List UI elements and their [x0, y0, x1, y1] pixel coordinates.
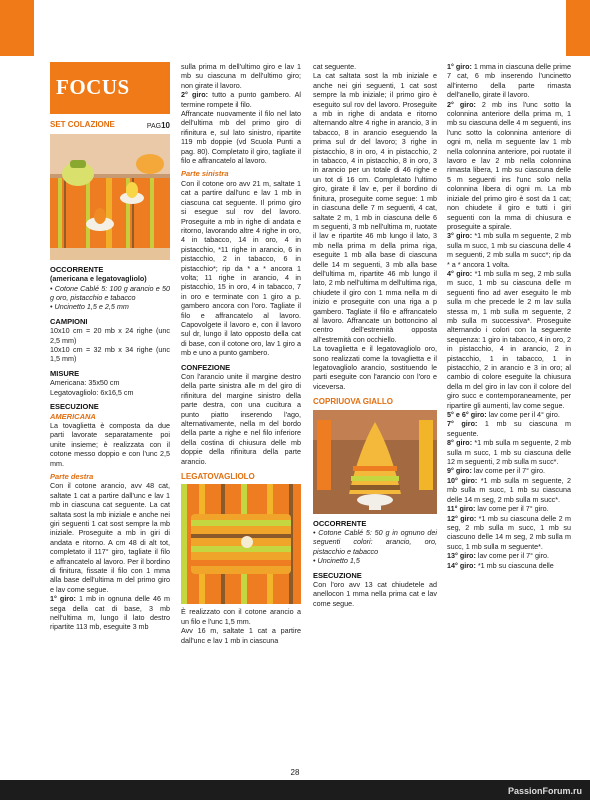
americana-text: La tovaglietta è composta da due parti lavorate separatamente poi unite insieme; è realizzata con il cotone messo doppio e con l'unc 2,5 mm. — [50, 420, 170, 468]
legato-text-2: Avv 16 m, saltate 1 cat a partire dall'unc e lav 1 mb in ciascuna — [181, 626, 301, 645]
campione-item: 10x10 cm = 20 mb x 24 righe (unc 2,5 mm) — [50, 326, 170, 345]
occorrente-item: • Cotone Cablé 5: 50 g in ognuno dei seguenti colori: arancio, oro, pistacchio e tabacco — [313, 528, 437, 556]
giro-13: 13° giro: lav come per il 7° giro. — [447, 551, 550, 561]
placemat-photo — [50, 134, 170, 260]
giro-8: 8° giro: *1 mb sulla m seguente, 2 mb sulla m succ, 1 mb su ciascuna delle 12 m seguenti, 2 mb sulla m succ*. — [447, 438, 571, 467]
paragraph: cat seguente. — [313, 62, 357, 71]
legatovagliolo-heading: LEGATOVAGLIOLO — [181, 472, 255, 482]
page-number: 28 — [290, 768, 300, 777]
confezione-heading: CONFEZIONE — [181, 362, 231, 372]
giro-10: 10° giro: *1 mb sulla m seguente, 2 mb sulla m succ, 1 mb su ciascuna delle 14 m seg, 2 mb sulla m succ*. — [447, 475, 571, 504]
parte-sinistra-text: Con il cotone oro avv 21 m, saltate 1 cat a partire dall'unc e lav 1 mb in ciascuna cat seguente. Il primo giro si esegue sul rov del lavoro. Proseguite a mb in righe di andata e ritorno, lavorando altre 4 righe in oro, 4 in tabacco, 14 in oro, 4 in pistacchio, *11 righe in arancio, 6 in pistacchio, 2 in tabacco, 6 in pistacchio*; rip da * a * ancora 1 volta; 11 righe in arancio, 4 in pistacchio, 15 in oro, 4 in tabacco, 7 in oro e terminate con 1 giro a p. gambero ancora con l'oro. Tagliate il filo e affrancatelo al lavoro. Capovolgete il lavoro e, con il lavoro sul dr, lungo il lato opposto della cat di base, con il cotone oro, lav 1 giro a mb e uno a punto gambero. — [181, 178, 301, 358]
occorrente-item: • Uncinetto 1,5 e 2,5 mm — [50, 302, 129, 312]
giro-9: 9° giro: lav come per il 7° giro. — [447, 466, 546, 476]
confezione-text: Con l'arancio unite il margine destro della parte sinistra alle m del giro di rifinitura del margine sinistro della parte destra, con una cucitura a punto piatto inserendo l'ago, alternativamente, nella m del bordo della parte a righe e nel filo inferiore della costina di chiusura delle mb doppie della rifinitura della parte arancio. — [181, 372, 301, 466]
copriuova-heading: COPRIUOVA GIALLO — [313, 397, 393, 407]
giro-1: 1° giro: 1 mb in ognuna delle 46 m sega della cat di base, 3 mb nell'ultima m, lungo il lato destro ripartite 113 mb, eseguite 3 mb — [50, 594, 170, 632]
watermark-text[interactable]: PassionForum.ru — [507, 786, 582, 796]
occorrente-heading: OCCORRENTE — [313, 518, 367, 528]
article-title: SET COLAZIONE — [50, 120, 115, 129]
giro-7: 7° giro: 1 mb su ciascuna m seguente. — [447, 419, 571, 438]
occorrente-heading: OCCORRENTE — [50, 264, 104, 274]
paragraph: sulla prima m dell'ultimo giro e lav 1 mb su ciascuna m dell'ultimo giro; non girate il lavoro. — [181, 62, 301, 90]
campione-item: 10x10 cm = 32 mb x 34 righe (unc 1,5 mm) — [50, 345, 170, 364]
focus-banner — [50, 62, 170, 114]
column-4 — [447, 62, 571, 570]
paragraph: La cat saltata sost la mb iniziale e anche nei giri seguenti, 1 cat sost sempre la mb iniziale; il primo giro è eseguito sul rov del lavoro. Proseguite a mb in righe di andata e ritorno alternando altre 4 righe in arancio, 3 in tabacco, 8 in arancio eseguendo la prima sul dr del lavoro; 3 righe in pistacchio, 8 in oro, 4 in pistacchio, 2 in tabacco, 4 in pistacchio, 8 in oro, 3 in arancio per un totale di 46 righe e un tot di 16 cm. Completato l'ultimo giro, girate il lav e, per il bordino di finitura, proseguite come segue: 1 mb in ciascuna delle 7 m seguenti, 4 cat, saltate 2 m, 1 mb in ciascuna delle 6 m seguenti, 3 mb nell'ultima m, ruotate il lav e ripartite 46 mb lungo il lato, 3 mb nella prima m della prima riga, eseguite 1 mb alla base di ciascuna delle 14 m seguenti, 3 mb alla base dell'ultima m, ripartite 46 mb lungo il lato, 2 mb nell'ultima m dell'ultima riga, chiudete il giro con 1 mma nella m di inizio e proseguite con una riga a p gambero. Tagliate il filo e affrancatelo al lavoro. Affrancate un bottoncino al centro dell'estremità opposta all'estremità con occhiello. — [313, 71, 437, 344]
paragraph: Affrancate nuovamente il filo nel lato dell'ultima mb del primo giro di rifinitura e, sul lato sinistro, ripartite 119 mb doppie (vd Scuola Punti a pag. 80). Completato il giro, tagliate il filo e affrancatelo al lavoro. — [181, 109, 301, 166]
esecuzione-heading: ESECUZIONE — [313, 570, 362, 580]
campioni-heading: CAMPIONI — [50, 316, 88, 326]
giro-1: 1° giro: 1 mma in ciascuna delle prime 7 cat, 6 mb inserendo l'uncinetto all'interno della parte rimasta dell'anello, girate il lavoro. — [447, 62, 571, 100]
napkin-holder-photo — [181, 484, 301, 604]
occorrente-item: • Cotone Cablé 5: 100 g arancio e 50 g oro, pistacchio e tabacco — [50, 283, 170, 303]
column-1 — [50, 62, 170, 632]
occorrente-subtitle: (americana e legatovagliolo) — [50, 274, 147, 284]
giro-3: 3° giro: *1 mb sulla m seguente, 2 mb sulla m succ, 1 mb su ciascuna delle 4 m seguenti, 2 mb sulla m succ*; rip da * a * ancora 1 volta. — [447, 231, 571, 269]
paragraph: La tovaglietta e il legatovagliolo oro, sono realizzati come la tovaglietta e il legatovagliolo arancio, sostituendo le parti eseguite con l'arancio con l'oro e viceversa. — [313, 344, 437, 391]
giro-2: 2° giro: tutto a punto gambero. Al termine rompete il filo. — [181, 90, 301, 109]
orange-corner-right — [566, 0, 590, 56]
giro-5-6: 5° e 6° giro: lav come per il 4° giro. — [447, 410, 560, 420]
page-reference: PAG10 — [146, 121, 170, 131]
misura-item: Legatovagliolo: 6x16,5 cm — [50, 387, 134, 397]
column-2 — [181, 62, 301, 645]
orange-corner-left — [0, 0, 34, 56]
americana-heading: AMERICANA — [50, 411, 96, 421]
egg-cozy-photo — [313, 410, 437, 514]
giro-11: 11° giro: lav come per il 7° giro. — [447, 504, 549, 514]
misure-heading: MISURE — [50, 368, 80, 378]
parte-destra-heading: Parte destra — [50, 471, 94, 481]
esecuzione-text: Con l'oro avv 13 cat chiudetele ad anellocon 1 mma nella prima cat e lav come segue. — [313, 580, 437, 608]
misura-item: Americana: 35x50 cm — [50, 378, 120, 388]
parte-destra-text: Con il cotone arancio, avv 48 cat, saltate 1 cat a partire dall'unc e lav 1 mb in ciascuna cat seguente. La cat saltata sost la mb iniziale e anche nei giri seguenti 1 cat sost sempre la mb iniziale. Proseguite a mb in giri di andata e ritorno. A cm 48 di alt tot, completato il 117° giro, tagliate il filo e affrancatelo al lavoro. Per il bordino di finitura, fissate il filo con 1 mma alla base dell'ultima m del primo giro e lav come segue. — [50, 481, 170, 594]
giro-4: 4° giro: *1 mb sulla m seg, 2 mb sulla m succ, 1 mb su ciascuna delle m seguenti fino ad aver eseguito le mb sulla m che precede le 2 m lav sulla stessa m, 1 mb sulla m seguente, 2 mb sulla m successiva*. Proseguite alternando i colori con la seguente sequenza: 1 giro in tabacco, 4 in oro, 2 in pistacchio, 4 in arancio, 2 in pistacchio, 1 in tabacco, 1 in pistacchio, 2 in arancio e 3 in oro; al cambio di colore eseguite la chiusura della m del giro in lav con il colore del giro succ e contemporaneamente, per ripartire gli aumenti, lav come segue. — [447, 268, 571, 410]
parte-sinistra-heading: Parte sinistra — [181, 169, 229, 179]
giro-14: 14° giro: *1 mb su ciascuna delle — [447, 560, 554, 570]
section-label: FOCUS — [56, 75, 130, 100]
giro-12: 12° giro: *1 mb su ciascuna delle 2 m seg, 2 mb sulla m succ, 1 mb su ciascuno delle 14 m seg, 2 mb sulla m succ, 1 mb sulla m seguente*. — [447, 513, 571, 551]
legato-text: È realizzato con il cotone arancio a un filo e l'unc 1,5 mm. — [181, 607, 301, 626]
occorrente-item: • Uncinetto 1,5 — [313, 556, 360, 566]
esecuzione-heading: ESECUZIONE — [50, 402, 99, 412]
footer-bar — [0, 780, 590, 800]
column-3 — [313, 62, 437, 608]
giro-2: 2° giro: 2 mb ins l'unc sotto la colonnina anteriore della prima m, 1 mb su ciascuna delle 4 m seguenti, ins l'unc sotto la colonnina anteriore di ogni m, nella m seguente lav 1 mb nella colonnina anteriore, poi ruotate il lavoro e lav 2 mb nella colonnina rimasta libera, 1 mb su ciascuna delle 5 m seguenti ins l'unc solo nella colonnina libera di ogni m. La mb iniziale del primo giro è sost da 1 cat; non chiudete il giro e tutti i giri seguenti con la mma di chiusura e proseguite a spirale. — [447, 99, 571, 231]
